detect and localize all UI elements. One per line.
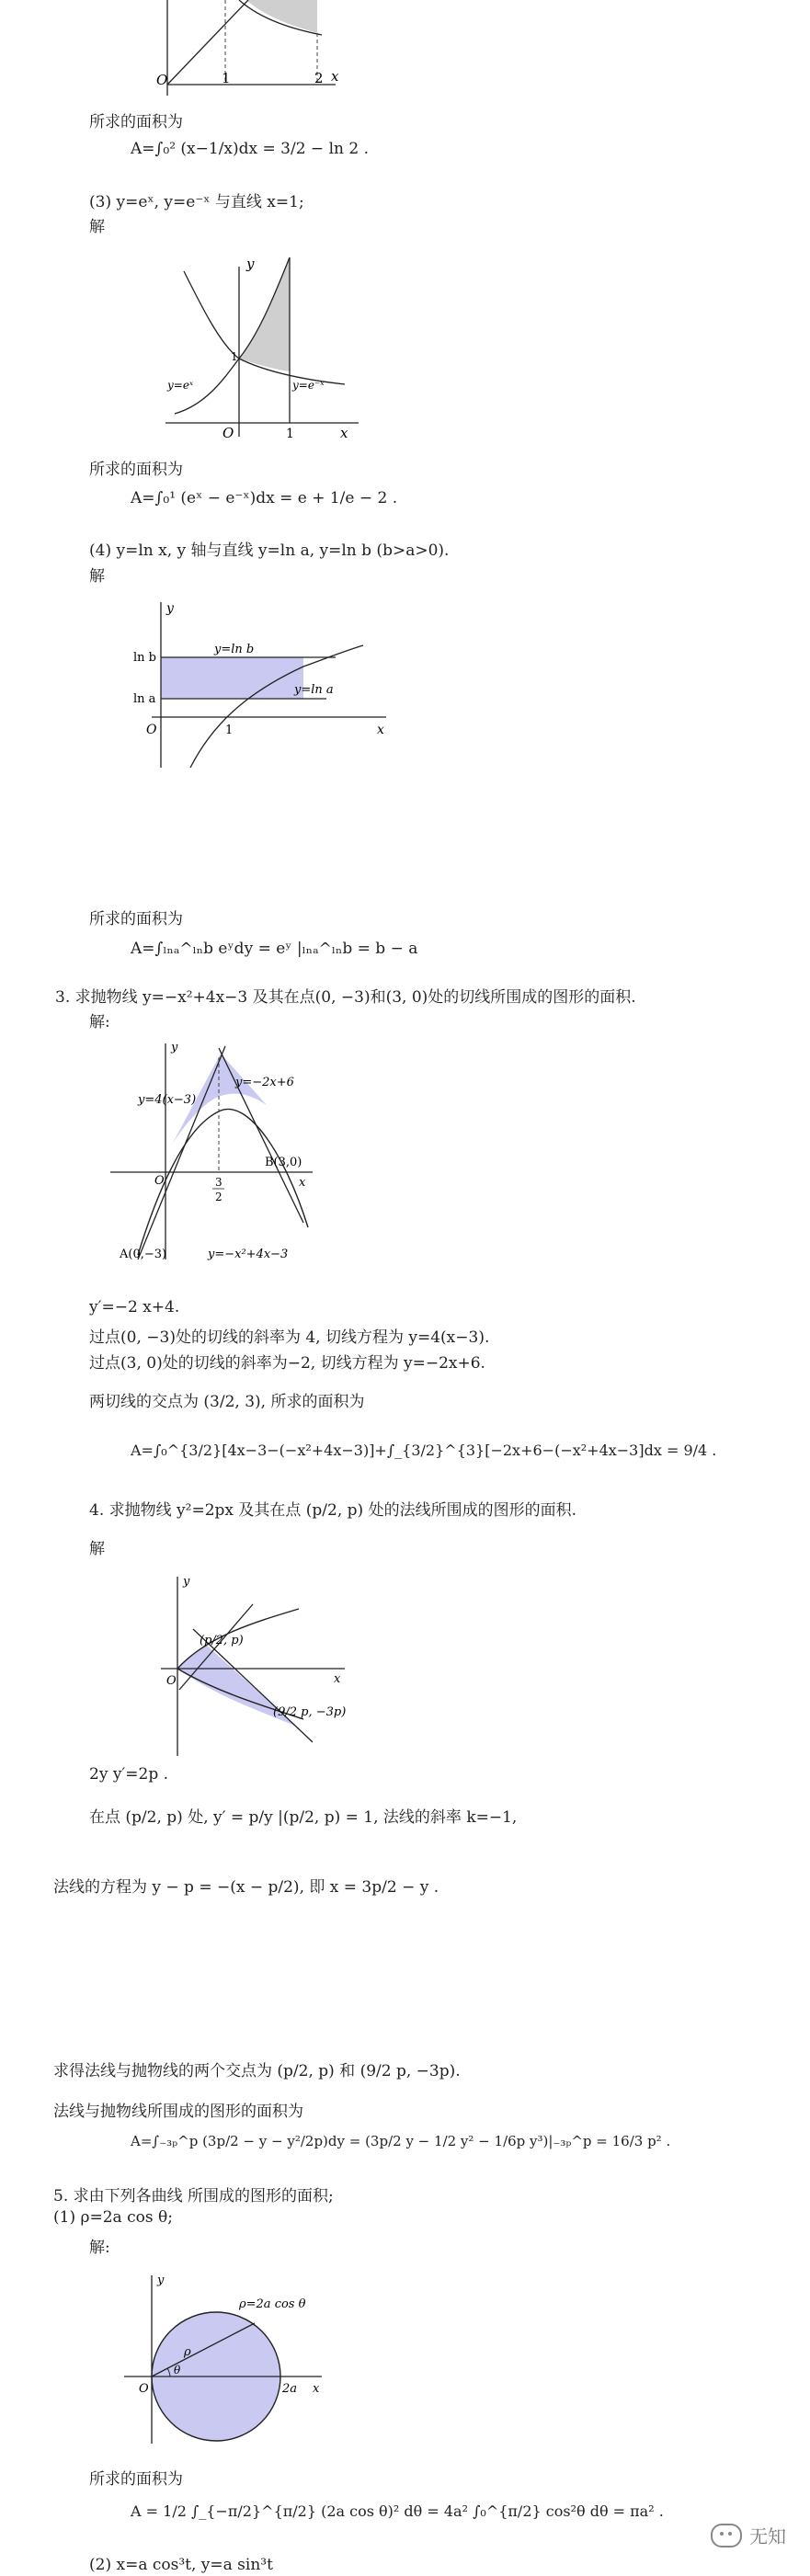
fig5-y-label: y: [183, 1575, 190, 1589]
q3-work-line4: 两切线的交点为 (3/2, 3), 所求的面积为: [89, 1393, 365, 1411]
fig4-point-a: A(0,−3): [120, 1248, 167, 1261]
fig1-origin: O: [156, 72, 168, 88]
q3-work-line2: 过点(0, −3)处的切线的斜率为 4, 切线方程为 y=4(x−3).: [89, 1328, 490, 1347]
fig4-half-num: 3: [215, 1176, 222, 1189]
wechat-icon: [711, 2524, 742, 2548]
q3-formula: A=∫₀^{3/2}[4x−3−(−x²+4x−3)]+∫_{3/2}^{3}[−2x+6−(−x²+4x−3]dx = 9/4 .: [131, 1442, 717, 1459]
q5-title: 5. 求由下列各曲线 所围成的图形的面积;: [53, 2187, 334, 2206]
fig2-curve-right-label: y=e⁻ˣ: [292, 379, 325, 392]
fig3-origin: O: [146, 723, 157, 737]
fig3-y-label: y: [166, 601, 174, 616]
fig3-curve-label: y=ln a: [294, 683, 334, 697]
fig6-x-label: x: [313, 2382, 320, 2396]
fig5-point2: (9/2 p, −3p): [273, 1705, 347, 1719]
part4-solve: 解: [89, 567, 105, 586]
fig6-rho-label: ρ: [184, 2345, 191, 2359]
q5-solve: 解:: [89, 2239, 110, 2257]
area2-intro: 所求的面积为: [89, 461, 183, 479]
q3-solve: 解:: [89, 1013, 110, 1032]
fig3-lnb: ln b: [133, 651, 156, 665]
figure-exp-curves: [156, 257, 368, 441]
fig4-parabola-label: y=−x²+4x−3: [208, 1248, 289, 1261]
q4-work-line3: 法线的方程为 y − p = −(x − p/2), 即 x = 3p/2 − y .: [53, 1878, 439, 1897]
fig4-tangent1-label: y=4(x−3): [138, 1093, 197, 1107]
fig4-half-den: 2: [215, 1191, 222, 1203]
fig4-x-label: x: [299, 1176, 306, 1190]
area3-intro: 所求的面积为: [89, 910, 183, 929]
fig4-origin: O: [154, 1174, 165, 1188]
fig2-y-label: y: [246, 257, 255, 272]
area3-formula: A=∫ₗₙₐ^ₗₙb eʸdy = eʸ |ₗₙₐ^ₗₙb = b − a: [131, 940, 418, 958]
q4-formula: A=∫₋₃ₚ^p (3p/2 − y − y²/2p)dy = (3p/2 y − 1/2 y² − 1/6p y³)|₋₃ₚ^p = 16/3 p² .: [131, 2133, 671, 2149]
part3-solve: 解: [89, 218, 105, 236]
fig4-y-label: y: [171, 1041, 178, 1054]
area6-formula: A = 1/2 ∫_{−π/2}^{π/2} (2a cos θ)² dθ = 4a² ∫₀^{π/2} cos²θ dθ = πa² .: [131, 2502, 664, 2520]
area1-intro: 所求的面积为: [89, 113, 183, 131]
fig5-origin: O: [166, 1674, 177, 1688]
watermark-text: 无知: [749, 2525, 786, 2548]
fig3-x-label: x: [377, 723, 384, 737]
fig6-curve-label: ρ=2a cos θ: [239, 2297, 306, 2311]
fig2-tick-1: 1: [286, 427, 294, 441]
fig1-tick-1: 1: [222, 70, 231, 86]
fig2-y-tick-1: 1: [231, 350, 238, 363]
q5-part1: (1) ρ=2a cos θ;: [53, 2208, 173, 2227]
q3-work-line1: y′=−2 x+4.: [89, 1298, 180, 1316]
fig4-tangent2-label: y=−2x+6: [235, 1076, 294, 1089]
part2-heading: (2) x=a cos³t, y=a sin³t: [89, 2556, 273, 2574]
q4-solve: 解: [89, 1540, 105, 1558]
fig2-x-label: x: [340, 425, 348, 441]
fig4-point-b: B(3,0): [265, 1156, 302, 1169]
fig6-2a-label: 2a: [282, 2382, 298, 2396]
fig6-origin: O: [139, 2382, 149, 2396]
q4-work-line1: 2y y′=2p .: [89, 1765, 169, 1784]
figure-log-strip: [133, 598, 400, 781]
fig6-theta-label: θ: [174, 2364, 181, 2377]
q4-title: 4. 求抛物线 y²=2px 及其在点 (p/2, p) 处的法线所围成的图形的面积.: [89, 1501, 576, 1520]
area1-formula: A=∫₀² (x−1/x)dx = 3/2 − ln 2 .: [131, 140, 369, 158]
watermark: [711, 2522, 786, 2548]
area6-intro: 所求的面积为: [89, 2470, 183, 2489]
fig1-tick-2: 2: [314, 70, 324, 86]
fig2-curve-left-label: y=eˣ: [167, 379, 194, 392]
fig6-y-label: y: [157, 2274, 165, 2287]
fig5-x-label: x: [334, 1672, 341, 1686]
part3-heading: (3) y=eˣ, y=e⁻ˣ 与直线 x=1;: [89, 193, 304, 211]
q3-work-line3: 过点(3, 0)处的切线的斜率为−2, 切线方程为 y=−2x+6.: [89, 1354, 485, 1373]
figure-polar-circle: [115, 2271, 345, 2445]
part4-heading: (4) y=ln x, y 轴与直线 y=ln a, y=ln b (b>a>0).: [89, 541, 450, 560]
q3-title: 3. 求抛物线 y=−x²+4x−3 及其在点(0, −3)和(3, 0)处的切线所围成的图形的面积.: [55, 988, 636, 1007]
fig3-line-label: y=ln b: [214, 643, 255, 656]
figure-parabola-tangents: [110, 1039, 331, 1269]
fig1-x-label: x: [331, 68, 339, 85]
area2-formula: A=∫₀¹ (eˣ − e⁻ˣ)dx = e + 1/e − 2 .: [131, 489, 398, 507]
q4-work-line2: 在点 (p/2, p) 处, y′ = p/y |(p/2, p) = 1, 法线的斜率 k=−1,: [89, 1808, 518, 1827]
figure-area-hyperbola: [138, 0, 349, 101]
fig2-origin: O: [222, 425, 234, 441]
fig3-tick-1: 1: [225, 724, 234, 737]
fig3-lna: ln a: [133, 692, 156, 706]
figure-parabola-normal: [143, 1572, 354, 1761]
fig5-point1: (p/2, p): [200, 1634, 244, 1647]
q4-work-line5: 法线与抛物线所围成的图形的面积为: [53, 2103, 303, 2121]
q4-work-line4: 求得法线与抛物线的两个交点为 (p/2, p) 和 (9/2 p, −3p).: [53, 2062, 461, 2080]
